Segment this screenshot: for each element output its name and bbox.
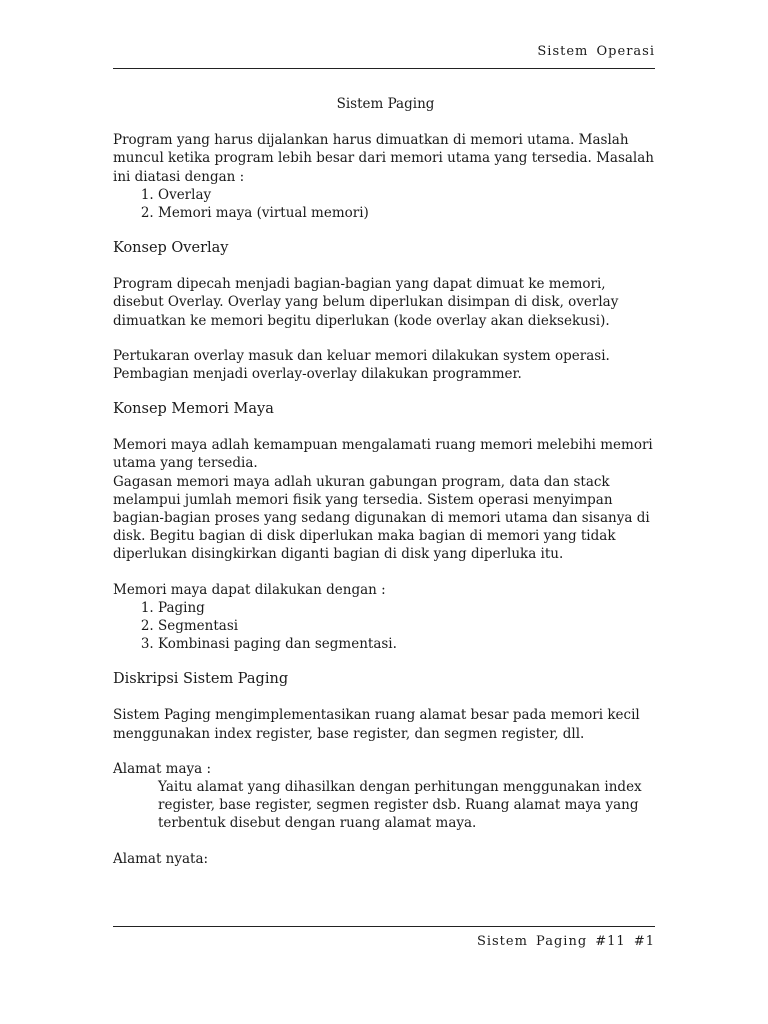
- intro-paragraph: Program yang harus dijalankan harus dimuatkan di memori utama. Maslah muncul ketika program lebih besar dari memori utama yang tersedia. Masalah ini diatasi dengan :: [113, 132, 654, 185]
- section-heading-diskripsi: Diskripsi Sistem Paging: [113, 671, 289, 688]
- paragraph: Memori maya adlah kemampuan mengalamati ruang memori melebihi memori utama yang tersedia.: [113, 437, 653, 472]
- list-item: 2. Memori maya (virtual memori): [158, 204, 658, 222]
- page-footer: [113, 926, 655, 949]
- intro-list: [113, 186, 658, 222]
- footer-text: Sistem Paging #11 #1: [476, 934, 655, 949]
- paragraph: Gagasan memori maya adlah ukuran gabungan program, data dan stack melampui jumlah memori fisik yang tersedia. Sistem operasi menyimpan bagian-bagian proses yang sedang digunakan di memori utama dan sisanya di disk. Begitu bagian di disk diperlukan maka bagian di memori yang tidak diperlukan disingkirkan diganti bagian di disk yang diperluka itu.: [113, 473, 650, 563]
- list-item: 3. Kombinasi paging dan segmentasi.: [158, 635, 658, 653]
- section-heading-overlay: Konsep Overlay: [113, 240, 229, 257]
- term-label: Alamat maya :: [113, 760, 212, 777]
- list-item: 1. Overlay: [158, 186, 658, 204]
- term-label: Alamat nyata:: [113, 850, 209, 867]
- document-body: [113, 95, 658, 868]
- header-title: Sistem Operasi: [537, 44, 655, 59]
- section-heading-memori-maya: Konsep Memori Maya: [113, 401, 274, 418]
- paragraph: Pertukaran overlay masuk dan keluar memori dilakukan system operasi. Pembagian menjadi overlay-overlay dilakukan programmer.: [113, 347, 610, 383]
- list-item: 2. Segmentasi: [158, 617, 658, 635]
- paragraph: Program dipecah menjadi bagian-bagian yang dapat dimuat ke memori, disebut Overlay. Overlay yang belum diperlukan disimpan di disk, overlay dimuatkan ke memori begitu diperlukan (kode overlay akan dieksekusi).: [113, 276, 619, 329]
- term-definition: Yaitu alamat yang dihasilkan dengan perhitungan menggunakan index register, base register, segmen register dsb. Ruang alamat maya yang terbentuk disebut dengan ruang alamat maya.: [158, 779, 642, 832]
- list-item: 1. Paging: [158, 599, 658, 617]
- paragraph: Sistem Paging mengimplementasikan ruang alamat besar pada memori kecil menggunakan index register, base register, dan segmen register, dll.: [113, 707, 640, 742]
- document-title: Sistem Paging: [336, 96, 435, 112]
- memori-maya-list: [113, 599, 658, 654]
- paragraph: Memori maya dapat dilakukan dengan :: [113, 581, 386, 598]
- page-header: [113, 44, 655, 69]
